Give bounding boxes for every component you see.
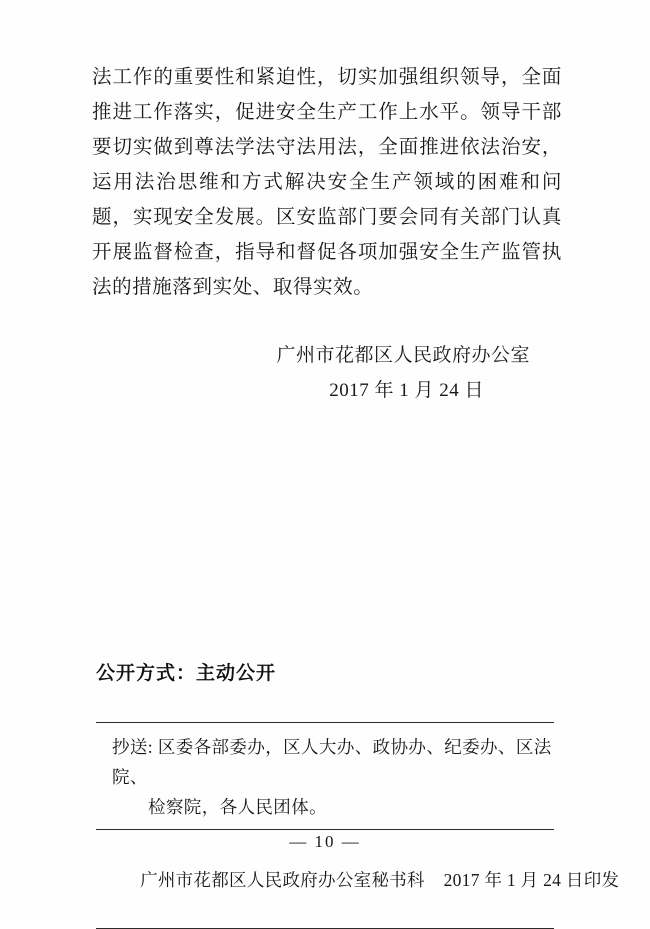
cc-line-first: 抄送: 区委各部委办，区人大办、政协办、纪委办、区法院、: [112, 737, 552, 787]
issuer-spacer: [425, 870, 444, 890]
signature-date: 2017 年 1 月 24 日: [329, 380, 484, 401]
body-paragraph: 法工作的重要性和紧迫性，切实加强组织领导，全面推进工作落实，促进安全生产工作上水平。领导干部要切实做到尊法学法守法用法，全面推进依法治安，运用法治思维和方式解决安全生产领域的困难和问题，实现安全发展。区安监部门要会同有关部门认真开展监督检查，指导和督促各项加强安全生产监管执法的措施落到实处、取得实效。: [92, 67, 562, 298]
signature-block: [92, 338, 562, 408]
cc-block: [96, 723, 554, 829]
page-number: — 10 —: [289, 832, 361, 851]
cc-line-second: 检察院，各人民团体。: [148, 797, 327, 817]
footer-section: [96, 722, 620, 929]
issuer-name: 广州市花都区人民政府办公室秘书科: [140, 870, 425, 890]
issuer-print-date: 2017 年 1 月 24 日印发: [443, 870, 620, 890]
disclosure-method: 公开方式：主动公开: [96, 663, 277, 684]
signature-organization: 广州市花都区人民政府办公室: [276, 345, 530, 366]
